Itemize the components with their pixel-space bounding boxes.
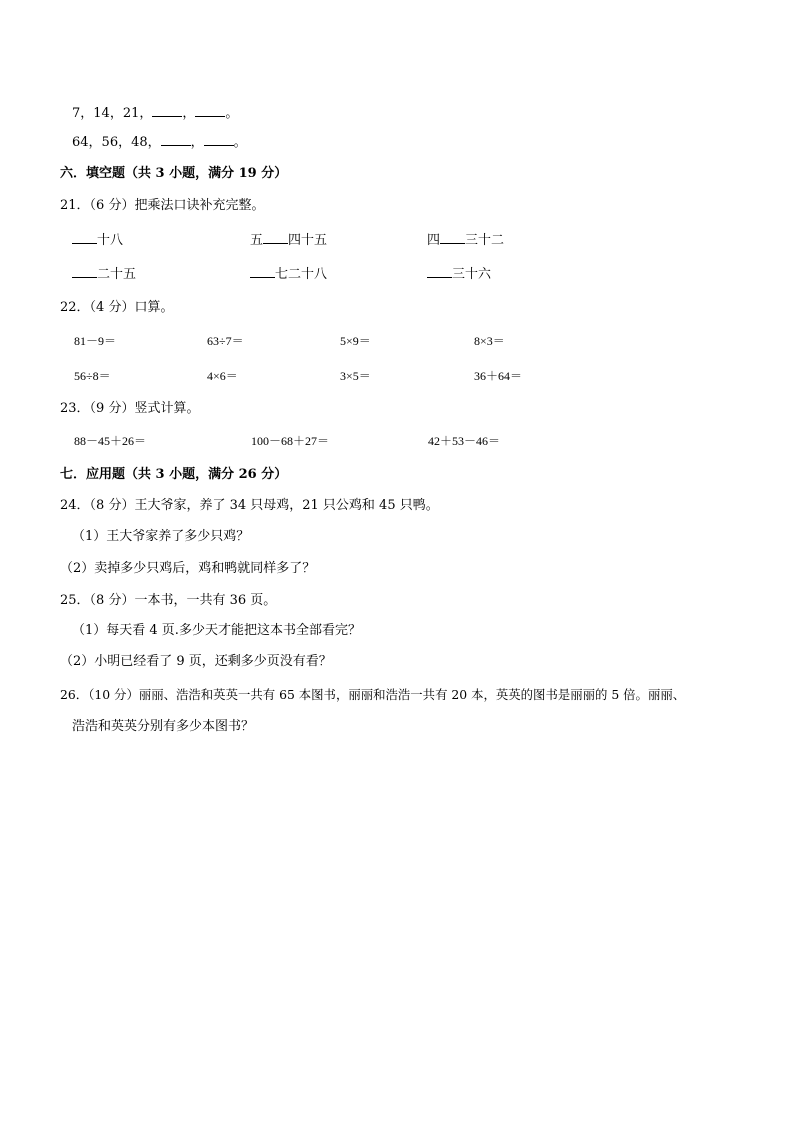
q21-text: 三十二 xyxy=(465,233,505,248)
question-26-line-2: 浩浩和英英分别有多少本图书？ xyxy=(72,719,255,734)
question-22-title: 22．（4 分）口算。 xyxy=(60,300,174,315)
q21-item-1a xyxy=(72,231,123,250)
q21-text: 四 xyxy=(427,233,441,248)
question-25-title: 25．（8 分）一本书，一共有 36 页。 xyxy=(60,593,277,608)
q21-text: 三十六 xyxy=(452,267,492,282)
mental-math-item: 3×5＝ xyxy=(340,369,371,383)
answer-blank[interactable] xyxy=(195,104,225,117)
vertical-calc-item: 88－45＋26＝ xyxy=(74,434,147,448)
separator: ， xyxy=(182,106,196,121)
q21-text: 四十五 xyxy=(288,233,328,248)
question-24-part-1: （1）王大爷家养了多少只鸡？ xyxy=(72,529,250,544)
mental-math-item: 63÷7＝ xyxy=(207,334,244,348)
vertical-calc-item: 42＋53－46＝ xyxy=(428,434,501,448)
mental-math-item: 8×3＝ xyxy=(474,334,505,348)
question-25-part-1: （1）每天看 4 页.多少天才能把这本书全部看完？ xyxy=(72,623,361,638)
sequence-line-2 xyxy=(72,133,247,152)
mental-math-item: 81－9＝ xyxy=(74,334,117,348)
answer-blank[interactable] xyxy=(161,133,191,146)
mental-math-item: 36＋64＝ xyxy=(474,369,523,383)
answer-blank[interactable] xyxy=(440,231,465,244)
q21-item-2a xyxy=(72,265,136,284)
q21-item-1c xyxy=(427,231,504,250)
terminator: 。 xyxy=(225,106,239,121)
question-25-part-2: （2）小明已经看了 9 页，还剩多少页没有看？ xyxy=(60,654,332,669)
question-21-title: 21．（6 分）把乘法口诀补充完整。 xyxy=(60,198,265,213)
question-24-title: 24．（8 分）王大爷家，养了 34 只母鸡，21 只公鸡和 45 只鸭。 xyxy=(60,498,439,513)
sequence-line-1 xyxy=(72,104,238,123)
q21-text: 二十五 xyxy=(97,267,137,282)
answer-blank[interactable] xyxy=(152,104,182,117)
q21-text: 七二十八 xyxy=(275,267,328,282)
terminator: 。 xyxy=(233,135,247,150)
q21-text: 十八 xyxy=(97,233,124,248)
answer-blank[interactable] xyxy=(72,231,97,244)
mental-math-item: 56÷8＝ xyxy=(74,369,111,383)
section-heading-word-problems: 七．应用题（共 3 小题，满分 26 分） xyxy=(60,467,288,482)
answer-blank[interactable] xyxy=(263,231,288,244)
sequence-prefix: 64，56，48， xyxy=(72,135,161,150)
question-26-line-1: 26．（10 分）丽丽、浩浩和英英一共有 65 本图书，丽丽和浩浩一共有 20 本，英英的图书是丽丽的 5 倍。丽丽、 xyxy=(60,687,686,702)
mental-math-item: 5×9＝ xyxy=(340,334,371,348)
q21-item-2b xyxy=(250,265,327,284)
vertical-calc-item: 100－68＋27＝ xyxy=(251,434,330,448)
q21-text: 五 xyxy=(250,233,264,248)
question-23-title: 23．（9 分）竖式计算。 xyxy=(60,401,200,416)
question-24-part-2: （2）卖掉多少只鸡后，鸡和鸭就同样多了？ xyxy=(60,561,316,576)
answer-blank[interactable] xyxy=(427,265,452,278)
answer-blank[interactable] xyxy=(250,265,275,278)
separator: ， xyxy=(190,135,204,150)
answer-blank[interactable] xyxy=(204,133,234,146)
sequence-prefix: 7，14，21， xyxy=(72,106,153,121)
section-heading-fill-in: 六．填空题（共 3 小题，满分 19 分） xyxy=(60,166,288,181)
mental-math-item: 4×6＝ xyxy=(207,369,238,383)
q21-item-2c xyxy=(427,265,491,284)
answer-blank[interactable] xyxy=(72,265,97,278)
q21-item-1b xyxy=(250,231,327,250)
